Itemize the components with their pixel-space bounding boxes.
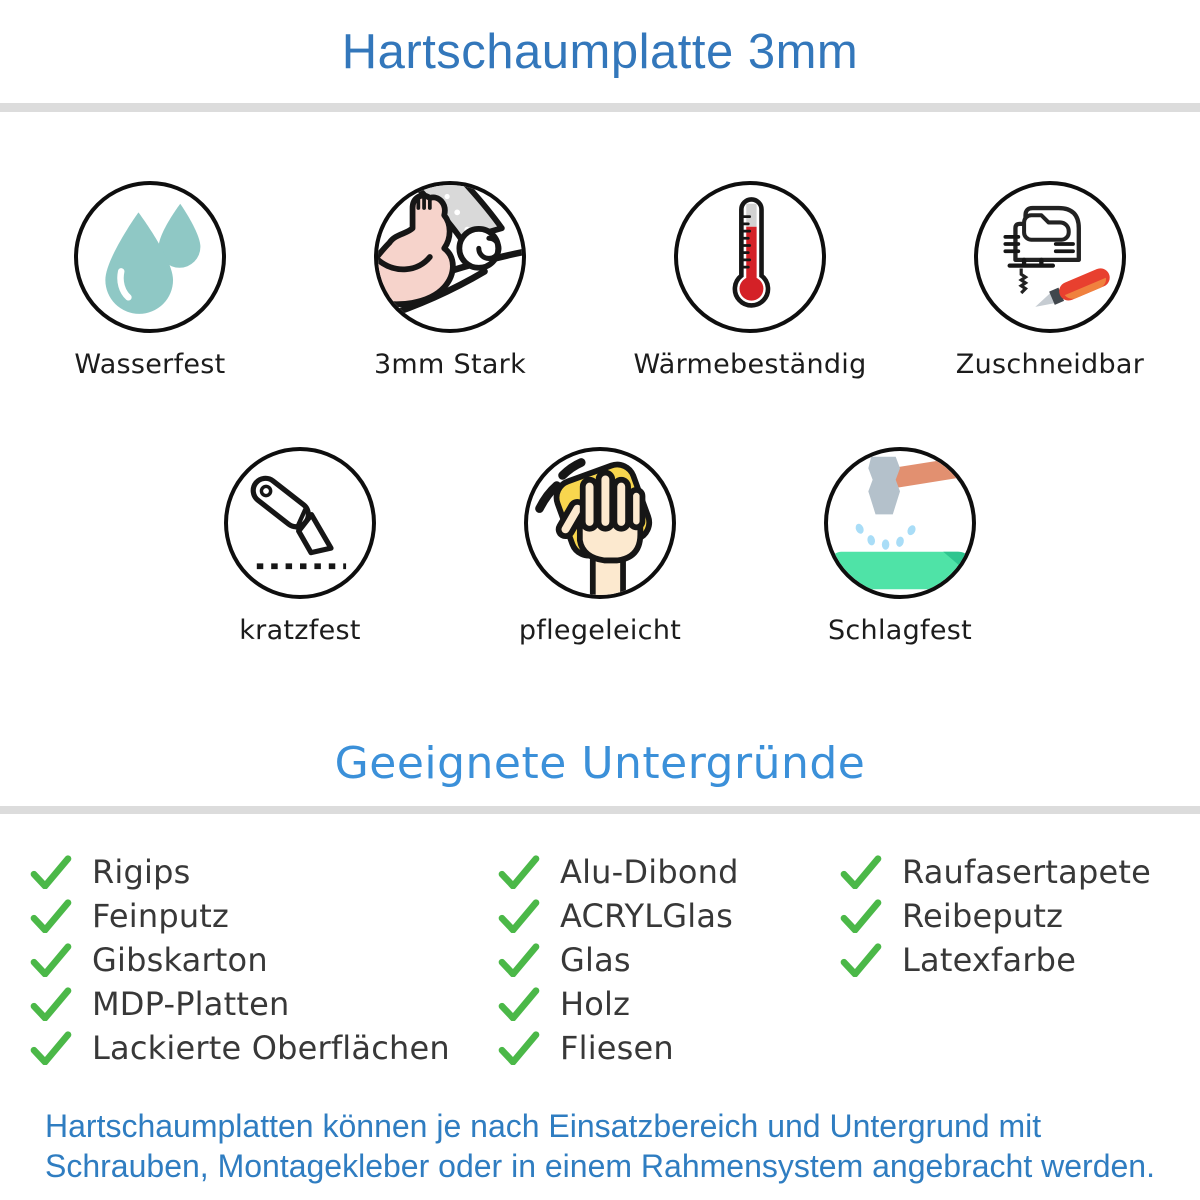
checkmark-icon <box>30 855 72 889</box>
feature-label: Wärmebeständig <box>633 349 867 380</box>
utility-knife-icon <box>224 447 376 599</box>
substrate-label: Holz <box>560 985 631 1023</box>
list-item <box>840 852 1190 892</box>
feature-label: Zuschneidbar <box>955 349 1145 380</box>
substrate-column-1 <box>30 852 498 1072</box>
page-title: Hartschaumplatte 3mm <box>341 25 859 79</box>
thermometer-icon <box>674 181 826 333</box>
divider-bar-top <box>0 103 1200 112</box>
substrate-label: Rigips <box>92 853 191 891</box>
list-item <box>30 984 498 1024</box>
checkmark-icon <box>840 943 882 977</box>
list-item <box>30 1028 498 1068</box>
water-drops-icon <box>74 181 226 333</box>
feature-waermebestaendig <box>633 181 866 380</box>
substrate-column-2 <box>498 852 840 1072</box>
feature-wasserfest <box>74 181 226 380</box>
checkmark-icon <box>498 943 540 977</box>
substrate-checklist <box>30 852 1190 1072</box>
substrate-label: Glas <box>560 941 631 979</box>
feature-label: pflegeleicht <box>518 615 682 646</box>
substrate-label: Fliesen <box>560 1029 674 1067</box>
list-item <box>498 940 840 980</box>
feature-label: 3mm Stark <box>373 349 527 380</box>
list-item <box>840 896 1190 936</box>
list-item <box>498 1028 840 1068</box>
strong-arm-panel-icon <box>374 181 526 333</box>
checkmark-icon <box>840 855 882 889</box>
feature-label: kratzfest <box>239 615 361 646</box>
substrate-label: Lackierte Oberflächen <box>92 1029 450 1067</box>
list-item <box>840 940 1190 980</box>
list-item <box>30 852 498 892</box>
jigsaw-cutter-icon <box>974 181 1126 333</box>
cleaning-hand-icon <box>524 447 676 599</box>
checkmark-icon <box>30 1031 72 1065</box>
mounting-note-line-2: Schrauben, Montagekleber oder in einem Rahmensystem angebracht werden. <box>45 1148 1155 1184</box>
substrate-label: Feinputz <box>92 897 230 935</box>
divider-bar-bottom <box>0 806 1200 814</box>
substrate-label: Reibeputz <box>902 897 1064 935</box>
checkmark-icon <box>498 899 540 933</box>
hammer-impact-icon <box>824 447 976 599</box>
feature-row-1 <box>0 181 1200 380</box>
substrate-label: Latexfarbe <box>902 941 1077 979</box>
substrate-label: MDP-Platten <box>92 985 290 1023</box>
list-item <box>498 984 840 1024</box>
list-item <box>498 852 840 892</box>
checkmark-icon <box>30 943 72 977</box>
list-item <box>498 896 840 936</box>
substrate-column-3 <box>840 852 1190 1072</box>
feature-label: Wasserfest <box>74 349 226 380</box>
feature-schlagfest <box>824 447 976 646</box>
feature-zuschneidbar <box>956 181 1144 380</box>
checkmark-icon <box>498 855 540 889</box>
feature-3mm-stark <box>374 181 526 380</box>
checkmark-icon <box>498 987 540 1021</box>
substrate-label: Gibskarton <box>92 941 268 979</box>
feature-pflegeleicht <box>519 447 681 646</box>
checkmark-icon <box>498 1031 540 1065</box>
checkmark-icon <box>30 899 72 933</box>
list-item <box>30 940 498 980</box>
feature-kratzfest <box>224 447 376 646</box>
checkmark-icon <box>30 987 72 1021</box>
substrate-label: Alu-Dibond <box>560 853 739 891</box>
substrate-label: ACRYLGlas <box>560 897 734 935</box>
list-item <box>30 896 498 936</box>
section-heading-substrates: Geeignete Untergründe <box>334 738 866 789</box>
mounting-note <box>45 1106 1180 1186</box>
feature-label: Schlagfest <box>827 615 973 646</box>
checkmark-icon <box>840 899 882 933</box>
feature-row-2 <box>0 447 1200 646</box>
substrate-label: Raufasertapete <box>902 853 1152 891</box>
mounting-note-line-1: Hartschaumplatten können je nach Einsatzbereich und Untergrund mit <box>45 1108 1042 1144</box>
